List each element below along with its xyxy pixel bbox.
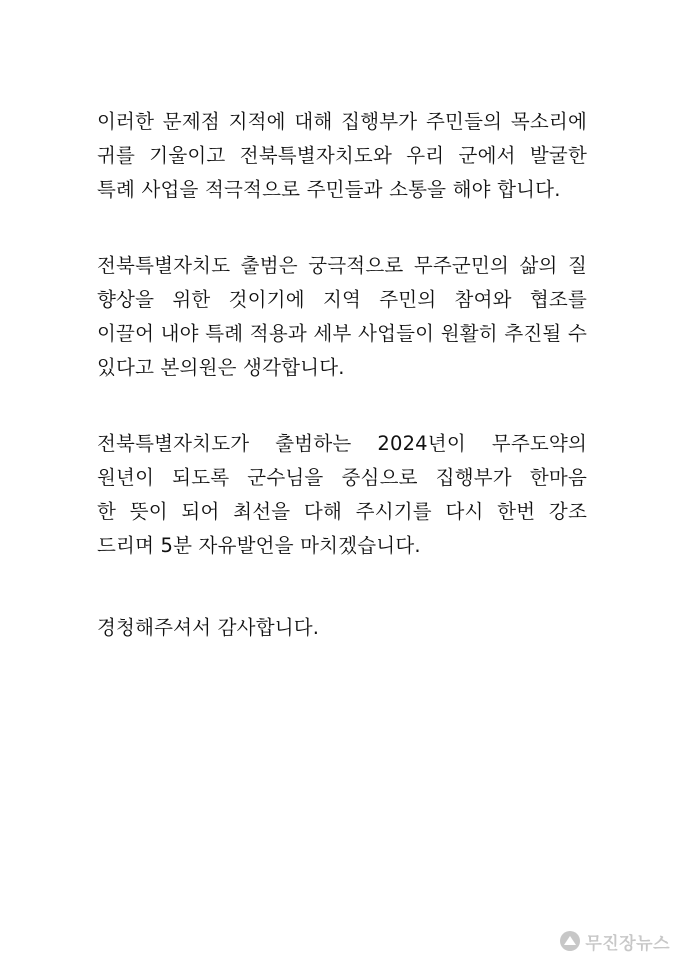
text-line: 한 뜻이 되어 최선을 다해 주시기를 다시 한번 강조 (97, 500, 587, 523)
text-line: 귀를 기울이고 전북특별자치도와 우리 군에서 발굴한 (97, 144, 587, 167)
text-line: 이러한 문제점 지적에 대해 집행부가 주민들의 목소리에 (97, 110, 587, 133)
text-line: 원년이 되도록 군수님을 중심으로 집행부가 한마음 (97, 466, 587, 489)
text-line: 드리며 5분 자유발언을 마치겠습니다. (97, 534, 421, 557)
text-line: 전북특별자치도가 출범하는 2024년이 무주도약의 (97, 432, 587, 455)
watermark (560, 928, 670, 954)
mountain-logo-icon (560, 931, 580, 951)
watermark-text: 무진장뉴스 (585, 933, 670, 954)
paragraph-4 (97, 611, 587, 645)
paragraph-3 (97, 427, 587, 563)
text-line: 전북특별자치도 출범은 궁극적으로 무주군민의 삶의 질 (97, 254, 587, 277)
text-line: 향상을 위한 것이기에 지역 주민의 참여와 협조를 (97, 288, 587, 311)
paragraph-2 (97, 249, 587, 385)
text-line: 경청해주셔서 감사합니다. (97, 616, 320, 639)
text-line: 특례 사업을 적극적으로 주민들과 소통을 해야 합니다. (97, 178, 561, 201)
text-line: 이끌어 내야 특례 적용과 세부 사업들이 원활히 추진될 수 (97, 322, 587, 345)
paragraph-1 (97, 105, 587, 207)
text-line: 있다고 본의원은 생각합니다. (97, 356, 345, 379)
